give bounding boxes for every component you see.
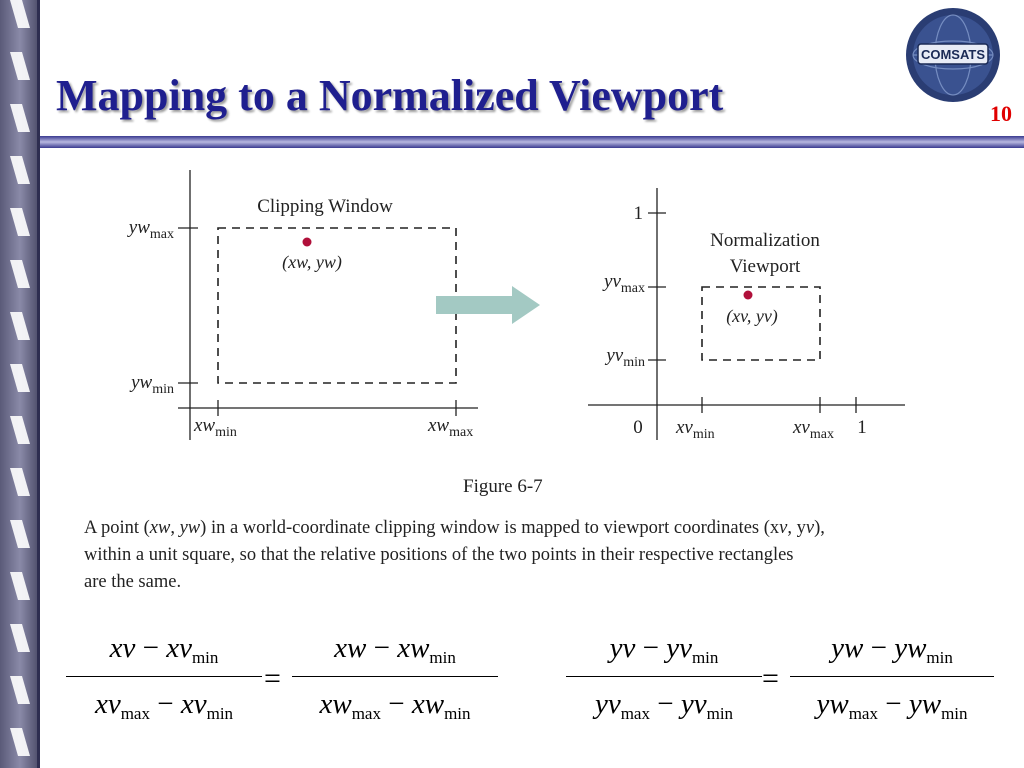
window-point-label: (xw, yw) — [282, 252, 342, 272]
yv-max-label: $yv_{max}$ — [604, 271, 645, 296]
viewport-title-line1: Normalization — [710, 230, 820, 251]
yw-min-label: $yw_{min}$ — [131, 372, 174, 397]
yv-min-label: $yv_{min}$ — [606, 345, 645, 370]
figure-description: A point (xw, yw) in a world-coordinate clipping window is mapped to viewport coordinates (xv, yv), within a unit square, so that the relative positions of the two points in their respective rectangles are the same. — [84, 518, 825, 592]
xw-max-label: $xw_{max}$ — [428, 415, 474, 440]
viewport-title-line2: Viewport — [729, 256, 801, 277]
page-number: 10 — [990, 101, 1012, 126]
clipping-window-label: Clipping Window — [257, 196, 393, 217]
slide-title: Mapping to a Normalized Viewport — [56, 71, 724, 120]
viewport-point-dot — [744, 291, 753, 300]
equation-x-equals: = — [264, 662, 281, 695]
equation-y: yv − $yv_{min}$ $yv_{max} - yv_{min}$ = yw − $yw_{min}$ $yw_{max} - yw_{min}$ — [560, 632, 1010, 732]
equation-y-equals: = — [762, 662, 779, 695]
y-tick-one: 1 — [633, 203, 643, 224]
window-point-dot — [303, 238, 312, 247]
x-tick-one: 1 — [857, 417, 867, 438]
xw-min-label: $xw_{min}$ — [194, 415, 237, 440]
equation-x: xv − $xv_{min}$ $xv_{max} - xv_{min}$ = xw − $xw_{min}$ $xw_{max} - xw_{min}$ — [60, 632, 510, 732]
xv-max-label: $xv_{max}$ — [793, 417, 834, 442]
xv-min-label: $xv_{min}$ — [676, 417, 715, 442]
viewport-point-label: (xv, yv) — [726, 306, 778, 326]
mapping-arrow — [436, 286, 540, 324]
logo-text: COMSATS — [920, 47, 986, 62]
figure-caption: Figure 6-7 — [463, 476, 543, 497]
origin-zero-label: 0 — [633, 417, 643, 438]
yw-max-label: $yw_{max}$ — [128, 217, 174, 242]
